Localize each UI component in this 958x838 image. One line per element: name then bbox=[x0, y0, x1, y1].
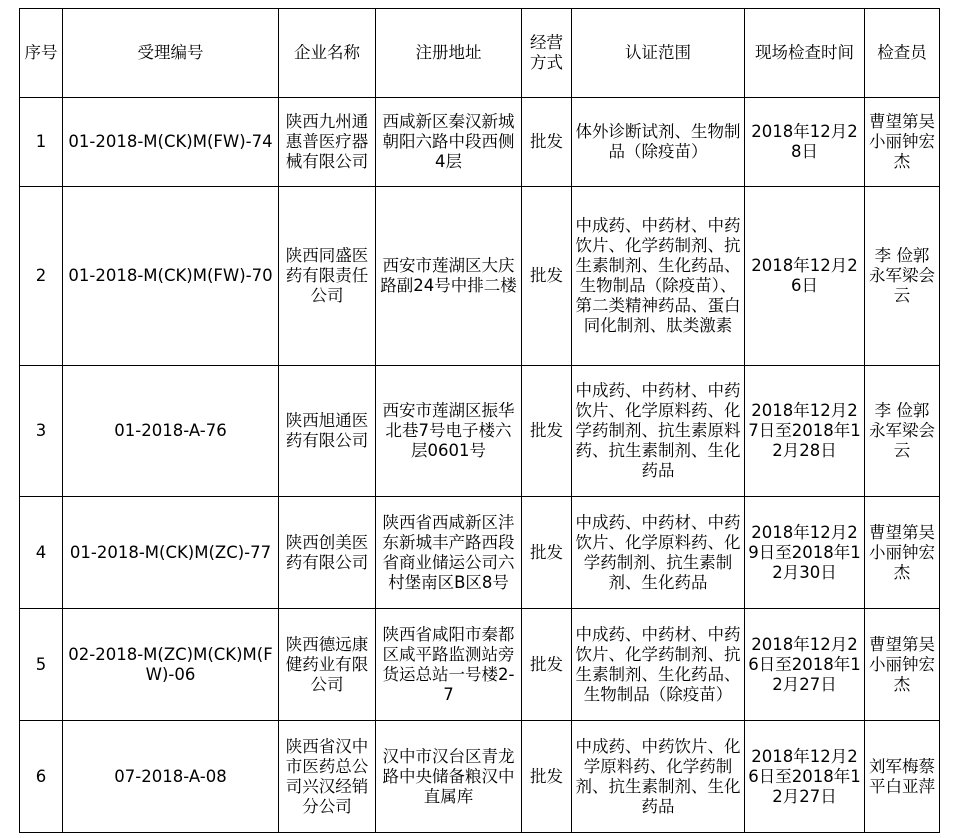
cell-inspector: 李 俭郭永军梁会云 bbox=[865, 366, 940, 497]
cell-address: 陕西省咸阳市秦都区咸平路监测站旁货运总站一号楼2-7 bbox=[376, 609, 522, 721]
table-row bbox=[20, 609, 940, 721]
cell-accept-no: 01-2018-A-76 bbox=[63, 366, 279, 497]
cell-time: 2018年12月28日 bbox=[745, 98, 865, 187]
cell-company: 陕西创美医药有限公司 bbox=[279, 497, 376, 609]
cell-seq: 3 bbox=[20, 366, 63, 497]
cell-time: 2018年12月26日至2018年12月27日 bbox=[745, 609, 865, 721]
header-mode: 经营方式 bbox=[522, 9, 572, 98]
cell-company: 陕西旭通医药有限公司 bbox=[279, 366, 376, 497]
cell-address: 西咸新区秦汉新城朝阳六路中段西侧4层 bbox=[376, 98, 522, 187]
cell-accept-no: 02-2018-M(ZC)M(CK)M(FW)-06 bbox=[63, 609, 279, 721]
cell-scope: 中成药、中药材、中药饮片、化学原料药、化学药制剂、抗生素原料药、抗生素制剂、生化药品 bbox=[572, 366, 745, 497]
cell-mode: 批发 bbox=[522, 98, 572, 187]
inspection-table bbox=[19, 8, 940, 833]
cell-accept-no: 01-2018-M(CK)M(FW)-70 bbox=[63, 187, 279, 366]
cell-scope: 中成药、中药材、中药饮片、化学药制剂、抗生素制剂、生化药品、生物制品（除疫苗） bbox=[572, 609, 745, 721]
cell-time: 2018年12月27日至2018年12月28日 bbox=[745, 366, 865, 497]
cell-seq: 2 bbox=[20, 187, 63, 366]
cell-scope: 中成药、中药材、中药饮片、化学药制剂、抗生素制剂、生化药品、生物制品（除疫苗）、第二类精神药品、蛋白同化制剂、肽类激素 bbox=[572, 187, 745, 366]
cell-accept-no: 07-2018-A-08 bbox=[63, 721, 279, 833]
cell-scope: 体外诊断试剂、生物制品（除疫苗） bbox=[572, 98, 745, 187]
cell-seq: 5 bbox=[20, 609, 63, 721]
cell-company: 陕西德远康健药业有限公司 bbox=[279, 609, 376, 721]
table-row bbox=[20, 187, 940, 366]
cell-seq: 6 bbox=[20, 721, 63, 833]
cell-address: 西安市莲湖区振华北巷7号电子楼六层0601号 bbox=[376, 366, 522, 497]
table-row bbox=[20, 721, 940, 833]
cell-inspector: 曹望第吴小丽钟宏杰 bbox=[865, 609, 940, 721]
header-row bbox=[20, 9, 940, 98]
cell-accept-no: 01-2018-M(CK)M(FW)-74 bbox=[63, 98, 279, 187]
cell-scope: 中成药、中药饮片、化学原料药、化学药制剂、抗生素制剂、生化药品 bbox=[572, 721, 745, 833]
cell-time: 2018年12月29日至2018年12月30日 bbox=[745, 497, 865, 609]
header-address: 注册地址 bbox=[376, 9, 522, 98]
cell-mode: 批发 bbox=[522, 721, 572, 833]
cell-company: 陕西同盛医药有限责任公司 bbox=[279, 187, 376, 366]
cell-address: 西安市莲湖区大庆路副24号中排二楼 bbox=[376, 187, 522, 366]
header-seq: 序号 bbox=[20, 9, 63, 98]
cell-time: 2018年12月26日 bbox=[745, 187, 865, 366]
cell-inspector: 曹望第吴小丽钟宏杰 bbox=[865, 98, 940, 187]
cell-address: 陕西省西咸新区沣东新城丰产路西段省商业储运公司六村堡南区B区8号 bbox=[376, 497, 522, 609]
header-scope: 认证范围 bbox=[572, 9, 745, 98]
cell-accept-no: 01-2018-M(CK)M(ZC)-77 bbox=[63, 497, 279, 609]
cell-time: 2018年12月26日至2018年12月27日 bbox=[745, 721, 865, 833]
table-row bbox=[20, 366, 940, 497]
cell-inspector: 李 俭郭永军梁会云 bbox=[865, 187, 940, 366]
cell-mode: 批发 bbox=[522, 497, 572, 609]
cell-company: 陕西省汉中市医药总公司兴汉经销分公司 bbox=[279, 721, 376, 833]
cell-seq: 4 bbox=[20, 497, 63, 609]
header-company: 企业名称 bbox=[279, 9, 376, 98]
table-row bbox=[20, 98, 940, 187]
cell-company: 陕西九州通惠普医疗器械有限公司 bbox=[279, 98, 376, 187]
cell-seq: 1 bbox=[20, 98, 63, 187]
cell-inspector: 刘军梅蔡 平白亚萍 bbox=[865, 721, 940, 833]
cell-mode: 批发 bbox=[522, 366, 572, 497]
header-time: 现场检查时间 bbox=[745, 9, 865, 98]
table-row bbox=[20, 497, 940, 609]
cell-address: 汉中市汉台区青龙路中央储备粮汉中直属库 bbox=[376, 721, 522, 833]
cell-scope: 中成药、中药材、中药饮片、化学原料药、化学药制剂、抗生素制剂、生化药品 bbox=[572, 497, 745, 609]
header-accept-no: 受理编号 bbox=[63, 9, 279, 98]
cell-mode: 批发 bbox=[522, 187, 572, 366]
cell-mode: 批发 bbox=[522, 609, 572, 721]
header-inspector: 检查员 bbox=[865, 9, 940, 98]
cell-inspector: 曹望第吴小丽钟宏杰 bbox=[865, 497, 940, 609]
